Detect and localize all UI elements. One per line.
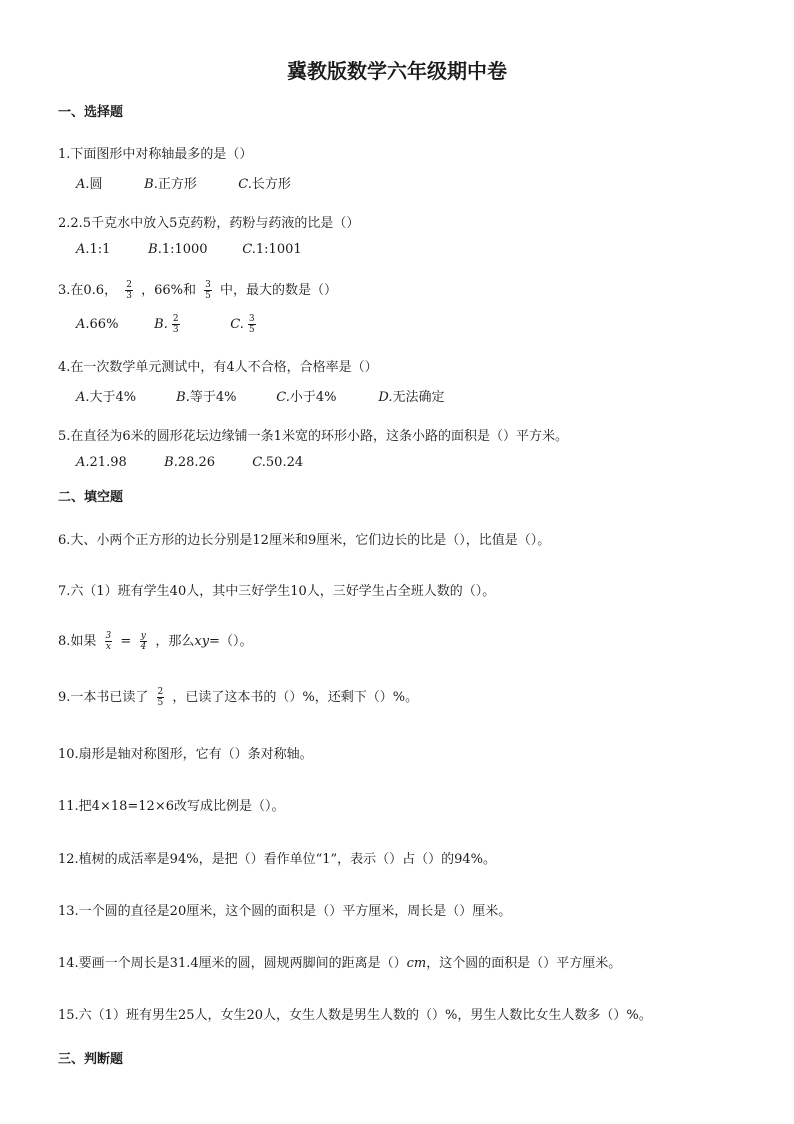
question-6: 6.大、小两个正方形的边长分别是12厘米和9厘米，它们边长的比是（），比值是（）。 <box>58 533 551 548</box>
question-8: 8.如果 $\frac{3}{x}$ = $\frac{y}{4}$ ，那么xy=（）。 <box>58 631 253 652</box>
option-b: B.28.26 <box>164 455 216 470</box>
question-1: 1.下面图形中对称轴最多的是（） <box>58 147 253 162</box>
fraction: $\frac{2}{3}$ <box>172 314 179 335</box>
question-9: 9.一本书已读了 $\frac{2}{5}$ ，已读了这本书的（）%，还剩下（）%。 <box>58 687 419 708</box>
option-a: A.66% <box>76 317 119 332</box>
option-b: B.1:1000 <box>148 242 208 257</box>
option-b: B.等于4% <box>176 390 237 405</box>
question-14: 14.要画一个周长是31.4厘米的圆，圆规两脚间的距离是（）cm，这个圆的面积是（）平方厘米。 <box>58 956 622 971</box>
question-5: 5.在直径为6米的圆形花坛边缘铺一条1米宽的环形小路，这条小路的面积是（）平方米。 <box>58 429 568 444</box>
option-b: B. $\frac{2}{3}$ <box>154 314 179 335</box>
section-heading-choice: 一、选择题 <box>58 105 124 120</box>
option-d: D.无法确定 <box>378 390 445 405</box>
question-12: 12.植树的成活率是94%，是把（）看作单位“1”，表示（）占（）的94%。 <box>58 852 497 867</box>
option-c: C.50.24 <box>252 455 304 470</box>
question-13: 13.一个圆的直径是20厘米，这个圆的面积是（）平方厘米，周长是（）厘米。 <box>58 904 512 919</box>
question-4: 4.在一次数学单元测试中，有4人不合格，合格率是（） <box>58 360 378 375</box>
section-heading-true-false: 三、判断题 <box>58 1052 124 1067</box>
question-3: 3.在0.6， $\frac{2}{3}$ ，66%和 $\frac{3}{5}$ 中，最大的数是（） <box>58 280 338 301</box>
question-11: 11.把4×18=12×6改写成比例是（）。 <box>58 799 285 814</box>
option-c: C. $\frac{3}{5}$ <box>230 314 255 335</box>
option-a: A.1:1 <box>76 242 111 257</box>
question-2-options <box>76 242 302 257</box>
question-4-options <box>76 386 445 405</box>
question-3-options <box>76 314 260 335</box>
option-c: C.小于4% <box>276 390 337 405</box>
question-7: 7.六（1）班有学生40人，其中三好学生10人，三好学生占全班人数的（）。 <box>58 584 496 599</box>
option-a: A.圆 <box>76 177 103 192</box>
option-a: A.大于4% <box>76 390 137 405</box>
option-c: C.1:1001 <box>242 242 302 257</box>
question-10: 10.扇形是轴对称图形，它有（）条对称轴。 <box>58 747 313 762</box>
option-b: B.正方形 <box>144 177 197 192</box>
page-title: 冀教版数学六年级期中卷 <box>287 59 507 83</box>
option-c: C.长方形 <box>238 177 291 192</box>
fraction: $\frac{3}{5}$ <box>205 280 211 301</box>
option-a: A.21.98 <box>76 455 127 470</box>
fraction: $\frac{3}{5}$ <box>248 314 255 335</box>
question-2: 2.2.5千克水中放入5克药粉，药粉与药液的比是（） <box>58 216 360 231</box>
question-5-options <box>76 455 303 470</box>
fraction: $\frac{y}{4}$ <box>140 631 147 652</box>
section-heading-fill-blank: 二、填空题 <box>58 490 124 505</box>
question-1-options <box>76 173 291 192</box>
fraction: $\frac{2}{3}$ <box>126 280 132 301</box>
fraction: $\frac{3}{x}$ <box>105 631 112 652</box>
fraction: $\frac{2}{5}$ <box>157 687 164 708</box>
question-15: 15.六（1）班有男生25人，女生20人，女生人数是男生人数的（）%，男生人数比女生人数多（）%。 <box>58 1008 652 1023</box>
